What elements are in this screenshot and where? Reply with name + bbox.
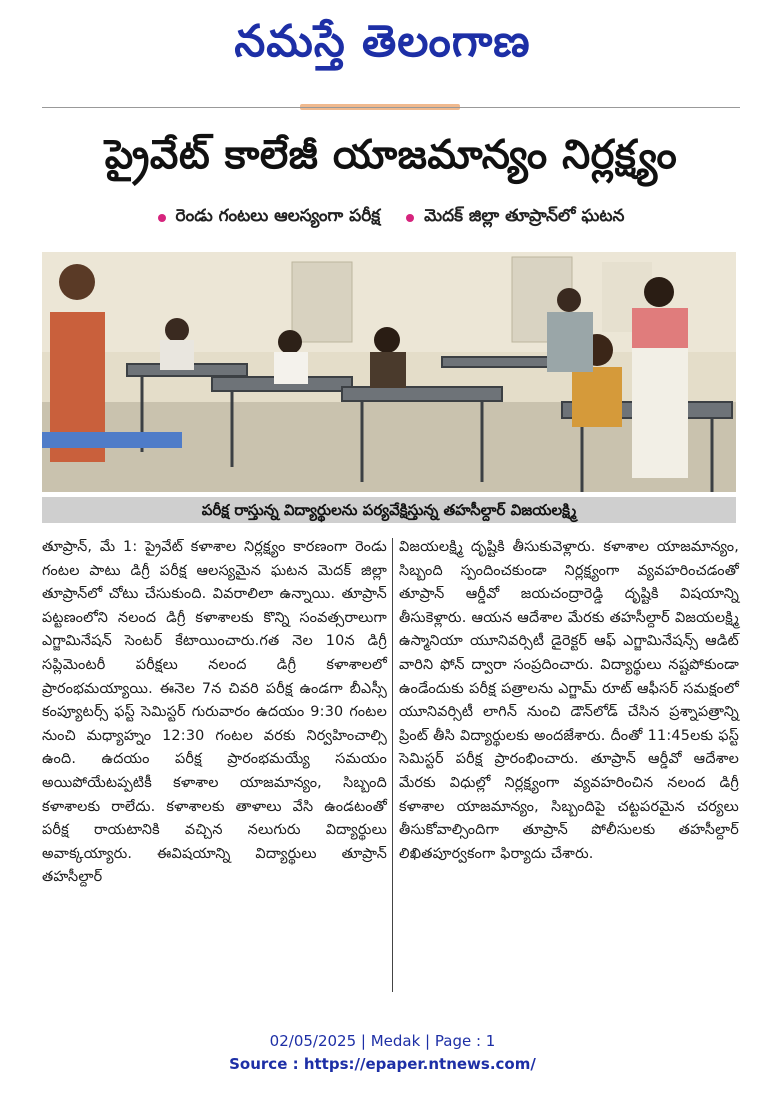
- subheadline-row: [42, 204, 740, 232]
- bullet-icon: [158, 214, 166, 222]
- article-column-1: తూప్రాన్, మే 1: ప్రైవేట్ కళాశాల నిర్లక్ష్యం కారణంగా రెండు గంటల పాటు డిగ్రీ పరీక్ష ఆలస్యమైన ఘటన మెదక్ జిల్లా తూప్రాన్‌లో చోటు చేసుకుంది. వివరాలిలా ఉన్నాయి. తూప్రాన్ పట్టణంలోని నలంద డిగ్రీ కళాశాలకు కొన్ని సంవత్సరాలుగా ఎగ్జామినేషన్ సెంటర్ కేటాయించారు.గత నెల 10న డిగ్రీ సప్లిమెంటరీ పరీక్షలు నలంద డిగ్రీ కళాశాలలో ప్రారంభమయ్యాయి. ఈనెల 7న చివరి పరీక్ష ఉండగా బీఎస్సీ కంప్యూటర్స్ ఫస్ట్ సెమిస్టర్ గురువారం ఉదయం 9:30 గంటల నుంచి మధ్యాహ్నం 12:30 గంటల వరకు నిర్వహించాల్సి ఉంది. ఉదయం పరీక్ష ప్రారంభమయ్యే సమయం అయిపోయేటప్పటికీ కళాశాల యాజమాన్యం, సిబ్బంది కళాశాలకు రాలేదు. కళాశాలకు తాళాలు వేసి ఉండటంతో పరీక్ష రాయటానికి వచ్చిన నలుగురు విద్యార్థులు అవాక్కయ్యారు. ఈవిషయాన్ని విద్యార్థులు తూప్రాన్ తహసీల్దార్: [42, 539, 387, 886]
- subheadline: [406, 206, 624, 230]
- subheadline-text: మెదక్ జిల్లా తూప్రాన్‌లో ఘటన: [424, 206, 625, 226]
- footer-date-edition: 02/05/2025 | Medak | Page : 1: [269, 1032, 496, 1050]
- article-column-2: విజయలక్ష్మి దృష్టికి తీసుకువెళ్లారు. కళాశాల యాజమాన్యం, సిబ్బంది స్పందించకుండా నిర్లక్ష్యంగా వ్యవహరించడంతో తూప్రాన్ ఆర్డీవో జయచంద్రారెడ్డి దృష్టికి విషయాన్ని తీసుకెళ్లారు. ఆయన ఆదేశాల మేరకు తహసీల్దార్ విజయలక్ష్మి ఉస్మానియా యూనివర్సిటీ డైరెక్టర్ ఆఫ్ ఎగ్జామినేషన్స్ ఆడిట్ వారిని ఫోన్ ద్వారా సంప్రదించారు. విద్యార్థులు నష్టపోకుండా ఉండేందుకు పరీక్ష పత్రాలను ఎగ్జామ్ రూట్ ఆఫీసర్ సమక్షంలో యూనివర్సిటీ లాగిన్ నుంచి డౌన్‌లోడ్ చేసిన ప్రశ్నాపత్రాన్ని ప్రింట్ తీసి విద్యార్థులకు అందజేశారు. దీంతో 11:45లకు ఫస్ట్ సెమిస్టర్ పరీక్ష ప్రారంభించారు. తూప్రాన్ ఆర్డీవో ఆదేశాల మేరకు విధుల్లో నిర్లక్ష్యంగా వ్యవహరించిన నలంద డిగ్రీ కళాశాల యాజమాన్యం, సిబ్బందిపై చట్టపరమైన చర్యలు తీసుకోవాల్సిందిగా తూప్రాన్ పోలీసులకు తహసీల్దార్ లిఖితపూర్వకంగా ఫిర్యాదు చేశారు.: [399, 539, 739, 862]
- article-headline: ప్రైవేట్ కాలేజీ యాజమాన్యం నిర్లక్ష్యం: [104, 132, 678, 178]
- bullet-icon: [406, 214, 414, 222]
- photo-caption: పరీక్ష రాస్తున్న విద్యార్థులను పర్యవేక్షిస్తున్న తహసీల్దార్ విజయలక్ష్మి: [42, 497, 736, 523]
- exam-hall-photo: [42, 252, 736, 492]
- exam-hall-illustration: [42, 252, 736, 492]
- column-divider: [392, 538, 393, 992]
- footer-source: Source : https://epaper.ntnews.com/: [229, 1055, 536, 1073]
- subheadline-text: రెండు గంటలు ఆలస్యంగా పరీక్ష: [175, 206, 381, 226]
- subheadline: [158, 206, 381, 230]
- newspaper-masthead: నమస్తే తెలంగాణ: [234, 16, 531, 67]
- top-rule: [42, 107, 740, 108]
